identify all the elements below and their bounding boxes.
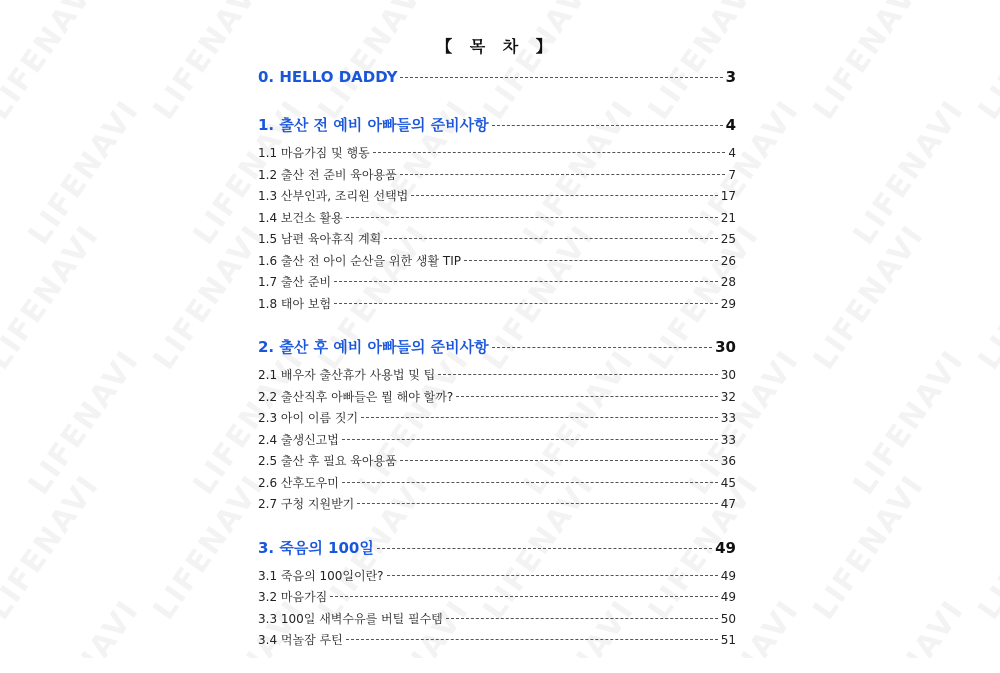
toc-item-1-8[interactable] [258,295,736,317]
item-page-number: 45 [720,475,736,490]
dotted-leader [361,417,718,418]
toc-item-2-4[interactable] [258,431,736,453]
item-page-number: 49 [720,568,736,583]
dotted-leader [400,174,726,175]
toc-section-2[interactable] [258,336,736,364]
item-label: 1.5 남편 육아휴직 계획 [258,232,382,246]
dotted-leader [334,281,718,282]
item-label: 2.5 출산 후 필요 육아용품 [258,454,397,468]
item-page-number: 21 [720,210,736,225]
item-label: 2.4 출생신고법 [258,432,339,447]
dotted-leader [342,439,718,440]
toc-item-3-4[interactable] [258,631,736,653]
item-page-number: 26 [720,253,736,268]
dotted-leader [330,596,717,597]
watermark-text [0,469,106,627]
dotted-leader [400,460,718,461]
toc-item-2-7[interactable] [258,495,736,517]
item-page-number: 25 [720,232,736,246]
table-of-contents [258,34,736,673]
toc-item-1-5[interactable] [258,230,736,252]
dotted-leader [446,618,718,619]
toc-section-1[interactable] [258,114,736,142]
dotted-leader [438,374,717,375]
item-page-number: 7 [728,167,736,182]
toc-title: 【 목 차 】 [436,37,558,56]
dotted-leader [411,195,717,196]
item-label: 2.2 출산직후 아빠들은 뭘 해야 할까? [258,389,454,404]
watermark-text [846,94,971,252]
item-page-number: 50 [720,611,736,626]
item-label: 3.2 마음가짐 [258,590,328,604]
watermark-text [806,219,931,377]
section-label: 3. 죽음의 100일 [258,538,374,557]
watermark-text [846,344,971,502]
dotted-leader [334,303,718,304]
dotted-leader [342,482,718,483]
dotted-leader [464,260,718,261]
dotted-leader [387,575,718,576]
item-label: 2.7 구청 지원받기 [258,497,355,511]
dotted-leader [377,548,712,549]
watermark-text [146,219,271,377]
watermark-text [971,469,1000,627]
toc-item-2-6[interactable] [258,474,736,496]
item-page-number: 4 [728,146,736,160]
toc-section-0[interactable] [258,68,736,96]
toc-item-1-7[interactable] [258,273,736,295]
dotted-leader [346,217,718,218]
section-page-number: 49 [715,538,736,557]
section-page-number: 4 [725,116,736,134]
section-page-number: 3 [725,68,736,86]
dotted-leader [456,396,717,397]
watermark-text [806,0,931,126]
item-label: 1.8 태아 보험 [258,296,332,311]
toc-section-3[interactable] [258,537,736,565]
item-label: 2.6 산후도우미 [258,475,339,490]
dotted-leader [384,238,717,239]
item-label: 1.7 출산 준비 [258,275,332,289]
dotted-leader [357,503,717,504]
item-label: 1.3 산부인과, 조리원 선택법 [258,189,409,203]
item-label: 2.1 배우자 출산휴가 사용법 및 팁 [258,368,436,382]
watermark-text [971,0,1000,126]
item-page-number: 28 [720,275,736,289]
item-page-number: 51 [720,633,736,647]
dotted-leader [373,152,726,153]
toc-item-1-3[interactable] [258,187,736,209]
section-label: 1. 출산 전 예비 아빠들의 준비사항 [258,116,489,134]
item-page-number: 47 [720,497,736,511]
item-page-number: 17 [720,189,736,203]
item-page-number: 32 [720,389,736,404]
item-page-number: 49 [720,590,736,604]
watermark-text [806,469,931,627]
toc-item-2-2[interactable] [258,388,736,410]
watermark-text [971,219,1000,377]
toc-item-3-2[interactable] [258,588,736,610]
item-label: 3.4 먹놀잠 루틴 [258,633,343,647]
toc-item-3-1[interactable] [258,567,736,589]
item-label: 1.1 마음가짐 및 행동 [258,146,370,160]
item-page-number: 36 [720,454,736,468]
toc-item-1-1[interactable] [258,144,736,166]
item-page-number: 33 [720,411,736,425]
dotted-leader [492,347,713,348]
item-page-number: 33 [720,432,736,447]
watermark-text [146,469,271,627]
toc-section-2-group [258,336,736,517]
toc-item-1-6[interactable] [258,252,736,274]
item-label: 3.3 100일 새벽수유를 버틸 필수템 [258,611,443,626]
toc-item-3-3[interactable] [258,610,736,632]
dotted-leader [346,639,718,640]
item-label: 2.3 아이 이름 짓기 [258,411,359,425]
watermark-text [21,94,146,252]
toc-item-1-2[interactable] [258,166,736,188]
item-page-number: 29 [720,296,736,311]
item-label: 3.1 죽음의 100일이란? [258,568,384,583]
section-label: 0. HELLO DADDY [258,68,398,86]
toc-section-3-group [258,537,736,653]
watermark-text [21,594,146,658]
watermark-text [0,219,106,377]
toc-item-2-3[interactable] [258,409,736,431]
watermark-text [21,344,146,502]
toc-section-1-group [258,114,736,316]
dotted-leader [400,77,722,78]
section-label: 2. 출산 후 예비 아빠들의 준비사항 [258,338,489,356]
dotted-leader [492,125,723,126]
item-label: 1.6 출산 전 아이 순산을 위한 생활 TIP [258,253,461,268]
watermark-text [146,0,271,126]
watermark-text [846,594,971,658]
toc-item-2-1[interactable] [258,366,736,388]
watermark-text [0,0,106,126]
section-page-number: 30 [715,338,736,356]
item-label: 1.4 보건소 활용 [258,210,343,225]
toc-item-1-4[interactable] [258,209,736,231]
item-page-number: 30 [720,368,736,382]
item-label: 1.2 출산 전 준비 육아용품 [258,167,397,182]
toc-item-2-5[interactable] [258,452,736,474]
